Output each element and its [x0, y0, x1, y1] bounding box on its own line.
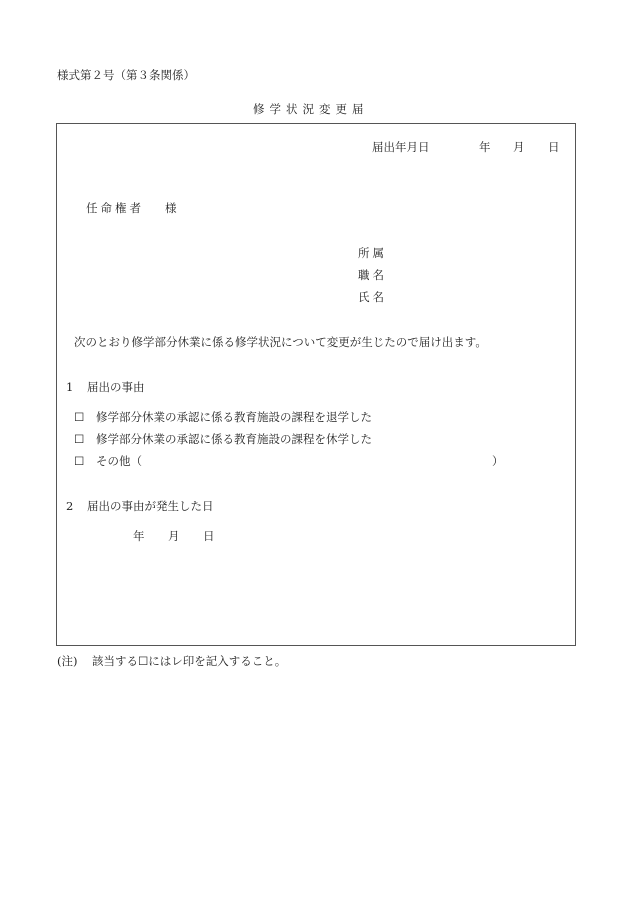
checkbox-other[interactable]: ☐	[74, 454, 85, 468]
note-label: (注)	[57, 654, 78, 668]
applicant-affiliation-label[interactable]: 所属	[358, 246, 387, 260]
reason-option-withdrawn[interactable]	[74, 412, 372, 424]
occurrence-month[interactable]: 月	[168, 529, 180, 543]
section2-heading: 届出の事由が発生した日	[87, 499, 214, 513]
submission-year[interactable]: 年	[479, 140, 491, 154]
addressee-honorific: 様	[165, 201, 177, 215]
section1-number: 1	[66, 380, 74, 394]
submission-date-label: 届出年月日	[372, 140, 430, 154]
reason-option-leave[interactable]	[74, 434, 372, 446]
submission-day[interactable]: 日	[548, 140, 560, 154]
body-text: 次のとおり修学部分休業に係る修学状況について変更が生じたので届け出ます。	[74, 335, 487, 349]
checkbox-withdrawn[interactable]: ☐	[74, 410, 85, 424]
applicant-name-label[interactable]: 氏名	[358, 290, 387, 304]
form-number: 様式第２号（第３条関係）	[57, 68, 195, 82]
applicant-position-label[interactable]: 職名	[358, 268, 387, 282]
reason-text-withdrawn: 修学部分休業の承認に係る教育施設の課程を退学した	[96, 410, 372, 424]
occurrence-day[interactable]: 日	[203, 529, 215, 543]
section1-heading: 届出の事由	[87, 380, 145, 394]
reason-option-other[interactable]	[74, 456, 142, 468]
checkbox-leave[interactable]: ☐	[74, 432, 85, 446]
section2-number: 2	[66, 499, 74, 513]
reason-text-other: その他（	[96, 454, 142, 468]
submission-month[interactable]: 月	[513, 140, 525, 154]
addressee-name: 任命権者	[86, 201, 144, 215]
occurrence-year[interactable]: 年	[133, 529, 145, 543]
page-title: 修学状況変更届	[253, 102, 369, 116]
other-reason-close-paren: ）	[492, 454, 504, 468]
note-text: 該当する☐にはレ印を記入すること。	[92, 654, 287, 668]
reason-text-leave: 修学部分休業の承認に係る教育施設の課程を休学した	[96, 432, 372, 446]
